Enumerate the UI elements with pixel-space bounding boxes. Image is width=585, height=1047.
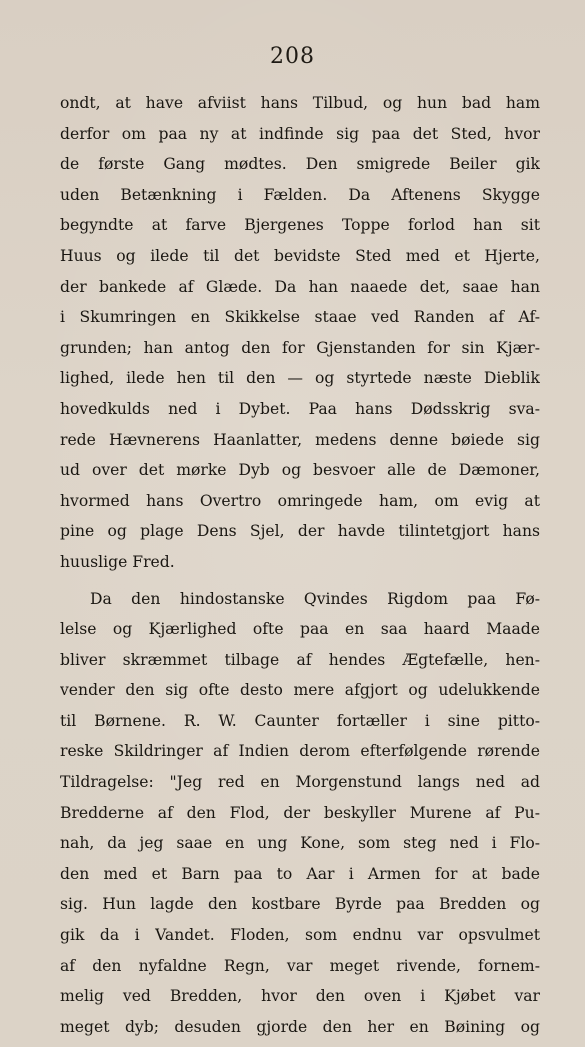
text-line: hvormed hans Overtro omringede ham, om evig at [60,491,540,510]
text-line: bliver skræmmet tilbage af hendes Ægtefælle, hen- [60,650,540,669]
text-line: til Børnene. R. W. Caunter fortæller i sine pitto- [60,711,540,730]
text-line: grunden; han antog den for Gjenstanden for sin Kjær- [60,338,540,357]
text-line: de første Gang mødtes. Den smigrede Beiler gik [60,155,540,174]
text-line: Bredderne af den Flod, der beskyller Murene af Pu- [60,803,540,822]
text-line: ud over det mørke Dyb og besvoer alle de Dæmoner, [60,461,540,480]
text-line: der bankede af Glæde. Da han naaede det, saae han [60,277,540,296]
text-line: Da den hindostanske Qvindes Rigdom paa Fø- [90,589,540,608]
text-line: af den nyfaldne Regn, var meget rivende, fornem- [60,956,540,975]
text-line: hovedkulds ned i Dybet. Paa hans Dødsskrig sva- [60,399,540,418]
text-line: huuslige Fred. [60,552,175,571]
text-line: rede Hævnerens Haanlatter, medens denne bøiede sig [60,430,540,449]
text-line: ondt, at have afviist hans Tilbud, og hun bad ham [60,94,540,112]
text-line: pine og plage Dens Sjel, der havde tilintetgjort hans [60,522,540,541]
text-line: uden Betænkning i Fælden. Da Aftenens Skygge [60,185,540,204]
paragraph-1 [60,88,540,578]
text-line: derfor om paa ny at indfinde sig paa det Sted, hvor [60,124,540,143]
text-line: begyndte at farve Bjergenes Toppe forlod han sit [60,216,540,235]
text-line: Huus og ilede til det bevidste Sted med et Hjerte, [60,246,540,265]
page-number: 208 [270,44,315,69]
text-line: gik da i Vandet. Floden, som endnu var opsvulmet [60,926,540,945]
text-line: vender den sig ofte desto mere afgjort og udelukkende [60,681,540,700]
text-line: lelse og Kjærlighed ofte paa en saa haard Maade [60,620,540,639]
text-line: sig. Hun lagde den kostbare Byrde paa Bredden og [60,895,540,914]
text-line: meget dyb; desuden gjorde den her en Bøining og [60,1017,540,1036]
text-line: nah, da jeg saae en ung Kone, som steg ned i Flo- [60,834,540,853]
text-line: Tildragelse: "Jeg red en Morgenstund langs ned ad [60,773,540,792]
body-text [60,88,540,1042]
text-line: den med et Barn paa to Aar i Armen for at bade [60,864,540,883]
text-line: reske Skildringer af Indien derom efterfølgende rørende [60,742,540,761]
text-line: i Skumringen en Skikkelse staae ved Randen af Af- [60,308,540,327]
text-line: lighed, ilede hen til den — og styrtede næste Dieblik [60,369,540,388]
text-line: melig ved Bredden, hvor den oven i Kjøbet var [60,987,540,1006]
paragraph-2 [60,584,540,1043]
